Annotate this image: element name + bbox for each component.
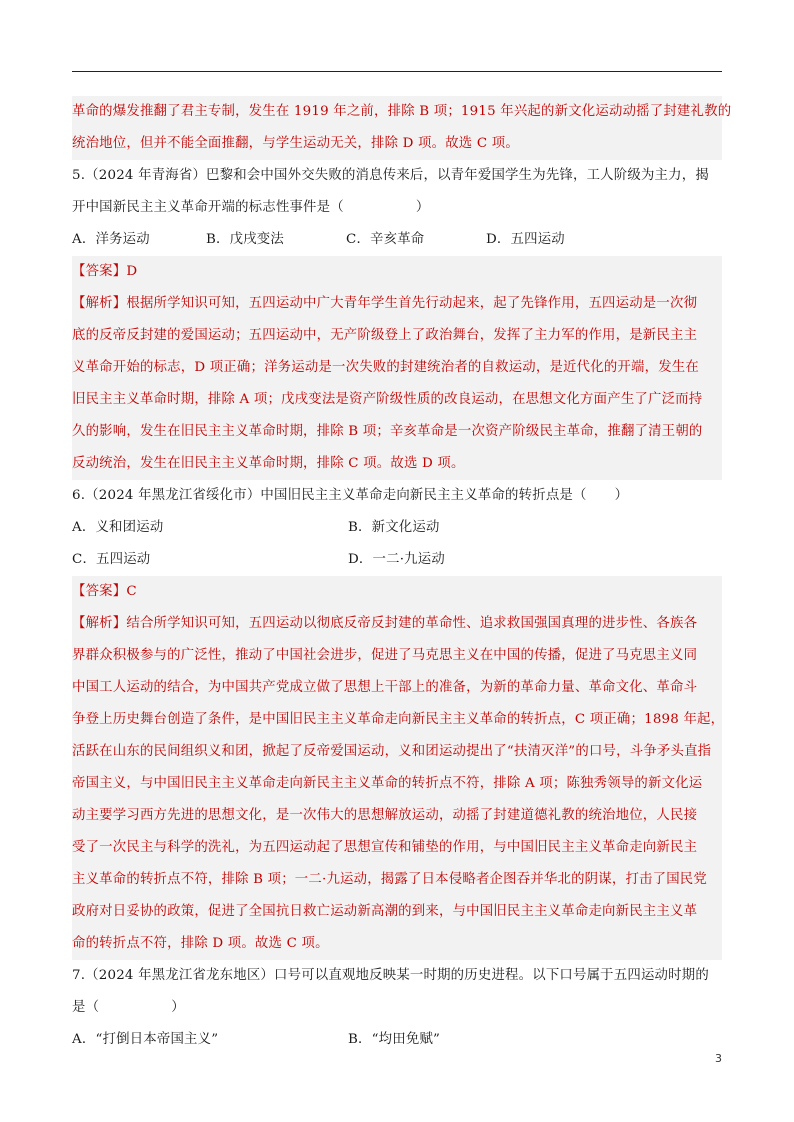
option-d: D．一二·九运动 [348,552,445,567]
analysis-line: 动主要学习西方先进的思想文化，是一次伟大的思想解放运动，动摇了封建道德礼教的统治地位，人民接 [72,808,698,823]
paren-close: ） [171,1000,185,1015]
option-c: C．五四运动 [72,552,151,567]
question-stem-text: 开中国新民主主义革命开端的标志性事件是（ [72,200,344,215]
page-number: 3 [715,1052,722,1065]
analysis-line: 义革命开始的标志，D 项正确；洋务运动是一次失败的封建统治者的自救运动，是近代化的开端，发生在 [72,360,699,375]
option-a: A．“打倒日本帝国主义” [72,1032,219,1047]
options-row [72,1024,722,1056]
analysis-line: 革命的爆发推翻了君主专制，发生在 1919 年之前，排除 B 项；1915 年兴起的新文化运动动摇了封建礼教的 [72,104,732,119]
header-rule [72,71,722,72]
analysis-line: 旧民主主义革命时期，排除 A 项；戊戌变法是资产阶级性质的改良运动，在思想文化方面产生了广泛而持 [72,392,703,407]
option-d: D．五四运动 [486,232,565,247]
option-a: A．义和团运动 [72,520,164,535]
analysis-line: 帝国主义，与中国旧民主主义革命走向新民主主义革命的转折点不符，排除 A 项；陈独秀领导的新文化运 [72,776,703,791]
options-row [72,512,722,544]
answer-label: 【答案】D [72,264,138,279]
option-a: A．洋务运动 [72,232,150,247]
analysis-line: 【解析】结合所学知识可知，五四运动以彻底反帝反封建的革命性、追求救国强国真理的进步性、各族各 [72,616,698,631]
analysis-line: 界群众积极参与的广泛性，推动了中国社会进步，促进了马克思主义在中国的传播，促进了马克思主义同 [72,648,698,663]
analysis-line: 底的反帝反封建的爱国运动；五四运动中，无产阶级登上了政治舞台，发挥了主力军的作用，是新民主主 [72,328,698,343]
page-content [72,96,732,1056]
question-stem-line: 7.（2024 年黑龙江省龙东地区）口号可以直观地反映某一时期的历史进程。以下口号属于五四运动时期的 [72,968,709,983]
analysis-line: 活跃在山东的民间组织义和团，掀起了反帝爱国运动，义和团运动提出了“扶清灭洋”的口号，斗争矛头直指 [72,744,712,759]
question-stem-line [72,480,722,512]
analysis-line: 争登上历史舞台创造了条件，是中国旧民主主义革命走向新民主主义革命的转折点，C 项正确；1898 年起， [72,712,725,727]
options-row [72,544,722,576]
analysis-line: 久的影响，发生在旧民主主义革命时期，排除 B 项；辛亥革命是一次资产阶级民主革命，推翻了清王朝的 [72,424,703,439]
answer-label: 【答案】C [72,584,137,599]
option-b: B．新文化运动 [348,520,440,535]
analysis-line: 中国工人运动的结合，为中国共产党成立做了思想上干部上的准备，为新的革命力量、革命文化、革命斗 [72,680,698,695]
answer-box [72,576,725,960]
question-stem-line: 5.（2024 年青海省）巴黎和会中国外交失败的消息传来后，以青年爱国学生为先锋，工人阶级为主力，揭 [72,168,709,183]
option-b: B．“均田免赋” [348,1032,441,1047]
question-stem-text: 是（ [72,1000,100,1015]
answer-box [72,256,722,480]
analysis-line: 统治地位，但并不能全面推翻，与学生运动无关，排除 D 项。故选 C 项。 [72,136,519,151]
question-6 [72,480,725,960]
option-c: C．辛亥革命 [346,232,425,247]
question-5 [72,160,722,480]
question-7 [72,960,722,1056]
analysis-line: 【解析】根据所学知识可知，五四运动中广大青年学生首先行动起来，起了先锋作用，五四运动是一次彻 [72,296,698,311]
question-stem-line [72,992,722,1024]
question-stem-text: 6.（2024 年黑龙江省绥化市）中国旧民主主义革命走向新民主主义革命的转折点是（ [72,488,587,503]
analysis-line: 反动统治，发生在旧民主主义革命时期，排除 C 项。故选 D 项。 [72,456,465,471]
analysis-line: 政府对日妥协的政策，促进了全国抗日救亡运动新高潮的到来，与中国旧民主主义革命走向新民主主义革 [72,904,698,919]
analysis-line: 命的转折点不符，排除 D 项。故选 C 项。 [72,936,329,951]
options-row [72,224,722,256]
question-stem-line [72,192,722,224]
analysis-box-q4-continued [72,96,732,160]
option-b: B．戊戌变法 [206,232,284,247]
paren-close: ） [415,200,430,215]
paren-close: ） [614,488,629,503]
analysis-line: 主义革命的转折点不符，排除 B 项；一二·九运动，揭露了日本侵略者企图吞并华北的阴谋，打击了国民党 [72,872,707,887]
analysis-line: 受了一次民主与科学的洗礼，为五四运动起了思想宣传和铺垫的作用，与中国旧民主主义革命走向新民主 [72,840,698,855]
